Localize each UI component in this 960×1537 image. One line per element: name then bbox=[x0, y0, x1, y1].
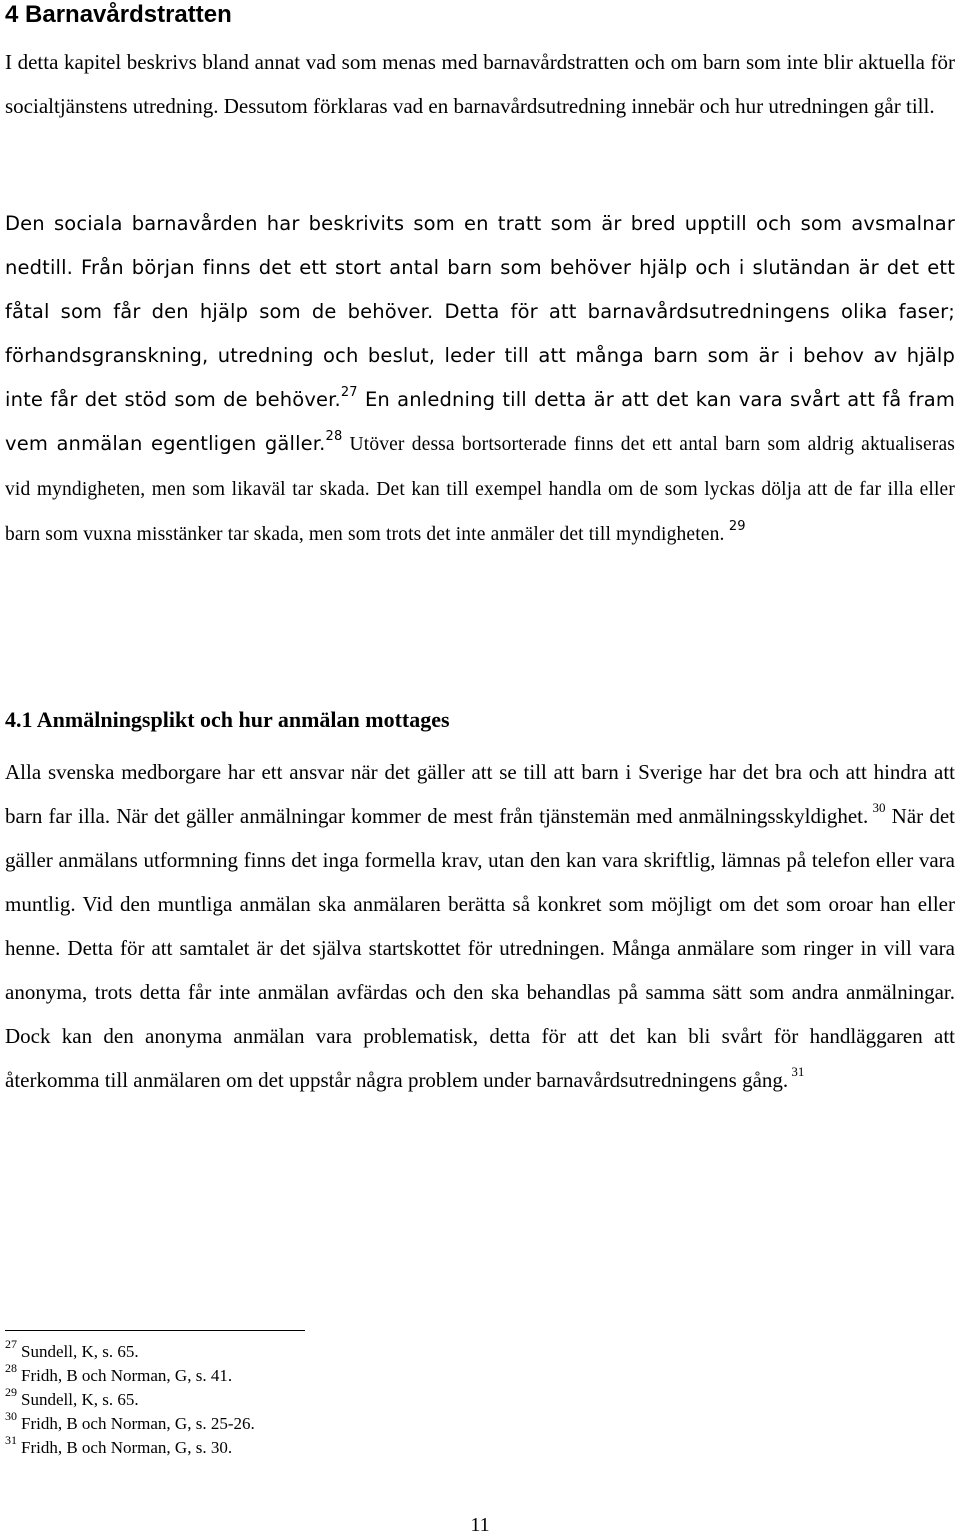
footnote-ref-29[interactable]: 29 bbox=[724, 518, 746, 534]
footnote-number: 31 bbox=[5, 1433, 17, 1448]
footnote-ref-28[interactable]: 28 bbox=[325, 428, 343, 444]
paragraph-text: Utöver dessa bortsorterade finns det ett antal barn som aldrig aktualiseras vid myndigheten, men som likaväl tar skada. Det kan till exempel handla om de som lyckas dölja att de far illa eller barn som vuxna misstänker tar skada, men som trots det inte anmäler det till myndigheten. bbox=[5, 434, 955, 545]
footnote-ref-30[interactable]: 30 bbox=[868, 800, 886, 815]
paragraph-text: Alla svenska medborgare har ett ansvar när det gäller att se till att barn i Sverige har det bra och att hindra att barn far illa. När det gäller anmälningar kommer de mest från tjänstemän med anmälningsskyldighet. bbox=[5, 760, 955, 828]
footnote-item bbox=[5, 1361, 255, 1388]
chapter-title: 4 Barnavårdstratten bbox=[5, 1, 232, 28]
intro-paragraph: I detta kapitel beskrivs bland annat vad som menas med barnavårdstratten och om barn som inte blir aktuella för socialtjänstens utredning. Dessutom förklaras vad en barnavårdsutredning innebär och hur utredningen går till. bbox=[5, 50, 955, 118]
paragraph-text: Den sociala barnavården har beskrivits som en tratt som är bred upptill och som avsmalnar nedtill. Från början finns det ett stort antal barn som behöver hjälp och i slutändan är det ett fåtal som får den hjälp som de behöver. Detta för att barnavårdsutredningens olika faser; förhandsgranskning, utredning och beslut, leder till att många barn som är i behov av hjälp inte får det stöd som de behöver. bbox=[5, 212, 955, 411]
footnote-number: 28 bbox=[5, 1361, 17, 1376]
footnote-text: Sundell, K, s. 65. bbox=[21, 1342, 139, 1361]
footnote-text: Fridh, B och Norman, G, s. 30. bbox=[21, 1438, 233, 1457]
footnote-ref-27[interactable]: 27 bbox=[340, 384, 358, 400]
footnote-number: 30 bbox=[5, 1409, 17, 1424]
footnote-ref-31[interactable]: 31 bbox=[788, 1064, 805, 1079]
section-heading: 4.1 Anmälningsplikt och hur anmälan mottages bbox=[5, 707, 450, 732]
paragraph-text: När det gäller anmälans utformning finns det inga formella krav, utan den kan vara skriftlig, lämnas på telefon eller vara muntlig. Vid den muntliga anmälan ska anmälaren berätta så konkret som möjligt om det som oroar han eller henne. Detta för att samtalet är det själva startskottet för utredningen. Många anmälare som ringer in vill vara anonyma, trots detta får inte anmälan avfärdas och den ska behandlas på samma sätt som andra anmälningar. Dock kan den anonyma anmälan vara problematisk, detta för att det kan bli svårt för handläggaren att återkomma till anmälaren om det uppstår några problem under barnavårdsutredningens gång. bbox=[5, 804, 956, 1092]
footnote-item bbox=[5, 1337, 255, 1364]
footnote-text: Fridh, B och Norman, G, s. 25-26. bbox=[21, 1414, 255, 1433]
footnote-item bbox=[5, 1385, 255, 1412]
footnote-number: 27 bbox=[5, 1337, 17, 1352]
footnote-text: Sundell, K, s. 65. bbox=[21, 1390, 139, 1409]
footnote-item bbox=[5, 1409, 255, 1436]
paragraph-text: En anledning till detta är att det kan vara svårt att få fram vem anmälan egentligen gäller. bbox=[5, 388, 955, 455]
footnote-text: Fridh, B och Norman, G, s. 41. bbox=[21, 1366, 233, 1385]
footnote-list bbox=[5, 1337, 255, 1460]
footnote-item bbox=[5, 1433, 255, 1460]
footnote-number: 29 bbox=[5, 1385, 17, 1400]
footnote-separator bbox=[5, 1330, 305, 1331]
body-paragraph-barnavardstratten bbox=[5, 202, 955, 557]
body-paragraph-anmalningsplikt bbox=[5, 750, 955, 1102]
page-number: 11 bbox=[470, 1514, 490, 1536]
